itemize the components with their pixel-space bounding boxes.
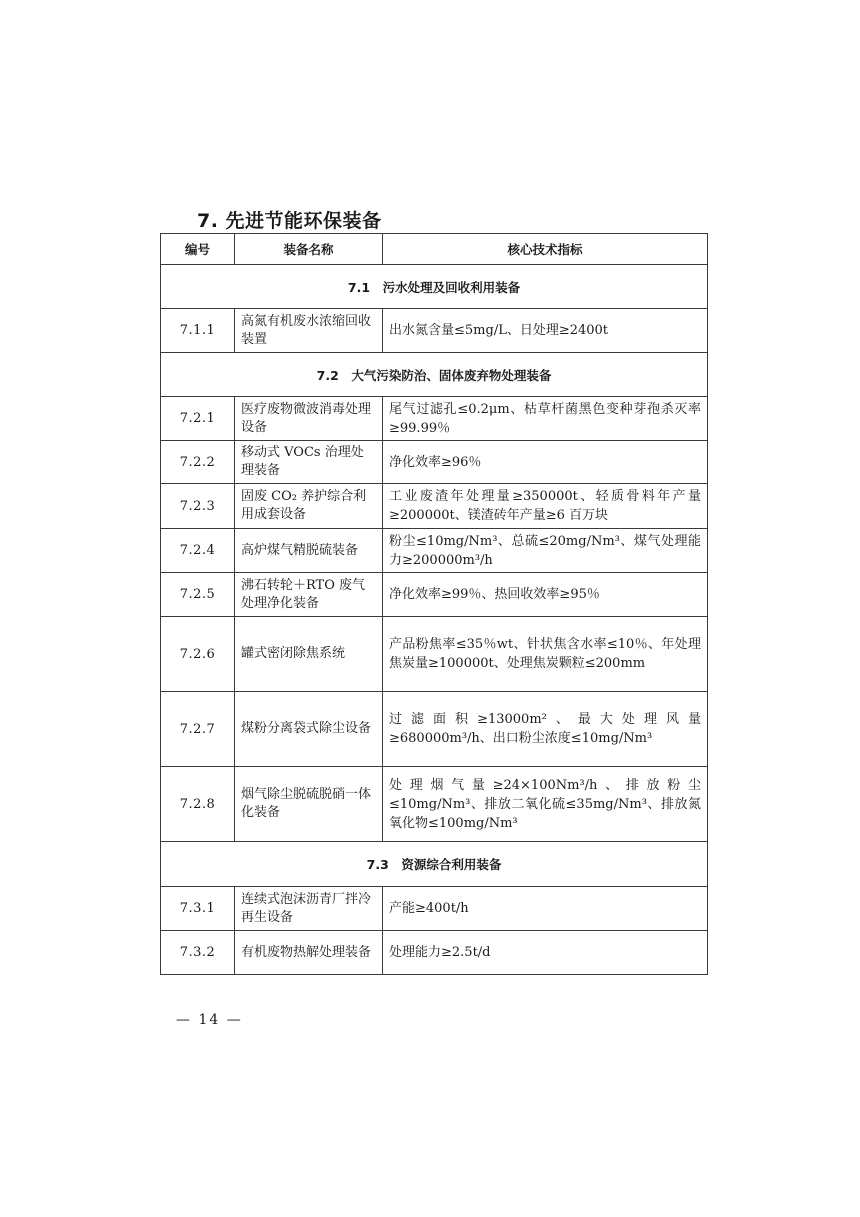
table-row: [161, 692, 708, 767]
group-header-row: [161, 265, 708, 309]
table-row: [161, 931, 708, 975]
row-id: 7.2.4: [161, 529, 235, 573]
group-header-row: [161, 353, 708, 397]
row-spec: 过滤面积≥13000m²、最大处理风量≥680000m³/h、出口粉尘浓度≤10mg/Nm³: [383, 692, 708, 767]
row-name: 连续式泡沫沥青厂拌冷再生设备: [235, 887, 383, 931]
row-spec: 处理能力≥2.5t/d: [383, 931, 708, 975]
table-row: [161, 617, 708, 692]
row-id: 7.2.7: [161, 692, 235, 767]
row-spec: 产品粉焦率≤35％wt、针状焦含水率≤10％、年处理焦炭量≥100000t、处理焦炭颗粒≤200mm: [383, 617, 708, 692]
table-row: [161, 309, 708, 353]
row-id: 7.2.2: [161, 441, 235, 484]
group-header-row: [161, 842, 708, 887]
row-spec: 工业废渣年处理量≥350000t、轻质骨料年产量≥200000t、镁渣砖年产量≥6 百万块: [383, 484, 708, 529]
group-title: 7.2 大气污染防治、固体废弃物处理装备: [161, 353, 708, 397]
row-spec: 产能≥400t/h: [383, 887, 708, 931]
row-name: 烟气除尘脱硫脱硝一体化装备: [235, 767, 383, 842]
page-number: — 14 —: [176, 1012, 243, 1028]
row-name: 有机废物热解处理装备: [235, 931, 383, 975]
equipment-table: [160, 233, 708, 975]
row-id: 7.3.1: [161, 887, 235, 931]
row-spec: 处理烟气量≥24×100Nm³/h、排放粉尘≤10mg/Nm³、排放二氧化硫≤35mg/Nm³、排放氮氧化物≤100mg/Nm³: [383, 767, 708, 842]
table-row: [161, 767, 708, 842]
group-title: 7.1 污水处理及回收利用装备: [161, 265, 708, 309]
row-name: 移动式 VOCs 治理处理装备: [235, 441, 383, 484]
row-name: 煤粉分离袋式除尘设备: [235, 692, 383, 767]
table-row: [161, 484, 708, 529]
row-name: 高炉煤气精脱硫装备: [235, 529, 383, 573]
row-name: 沸石转轮＋RTO 废气处理净化装备: [235, 573, 383, 617]
table-row: [161, 573, 708, 617]
header-spec: 核心技术指标: [383, 234, 708, 265]
group-title: 7.3 资源综合利用装备: [161, 842, 708, 887]
row-name: 高氮有机废水浓缩回收装置: [235, 309, 383, 353]
row-id: 7.3.2: [161, 931, 235, 975]
table-row: [161, 397, 708, 441]
row-id: 7.2.1: [161, 397, 235, 441]
row-spec: 尾气过滤孔≤0.2μm、枯草杆菌黑色变种芽孢杀灭率≥99.99％: [383, 397, 708, 441]
row-id: 7.2.8: [161, 767, 235, 842]
table-header-row: [161, 234, 708, 265]
row-name: 罐式密闭除焦系统: [235, 617, 383, 692]
row-spec: 粉尘≤10mg/Nm³、总硫≤20mg/Nm³、煤气处理能力≥200000m³/h: [383, 529, 708, 573]
header-id: 编号: [161, 234, 235, 265]
row-spec: 净化效率≥99％、热回收效率≥95％: [383, 573, 708, 617]
row-id: 7.2.5: [161, 573, 235, 617]
row-name: 医疗废物微波消毒处理设备: [235, 397, 383, 441]
table-row: [161, 529, 708, 573]
row-id: 7.2.6: [161, 617, 235, 692]
header-name: 装备名称: [235, 234, 383, 265]
section-title: 7. 先进节能环保装备: [197, 210, 382, 232]
table-row: [161, 887, 708, 931]
row-id: 7.2.3: [161, 484, 235, 529]
table-row: [161, 441, 708, 484]
row-spec: 出水氮含量≤5mg/L、日处理≥2400t: [383, 309, 708, 353]
row-id: 7.1.1: [161, 309, 235, 353]
row-spec: 净化效率≥96％: [383, 441, 708, 484]
row-name: 固废 CO₂ 养护综合利用成套设备: [235, 484, 383, 529]
